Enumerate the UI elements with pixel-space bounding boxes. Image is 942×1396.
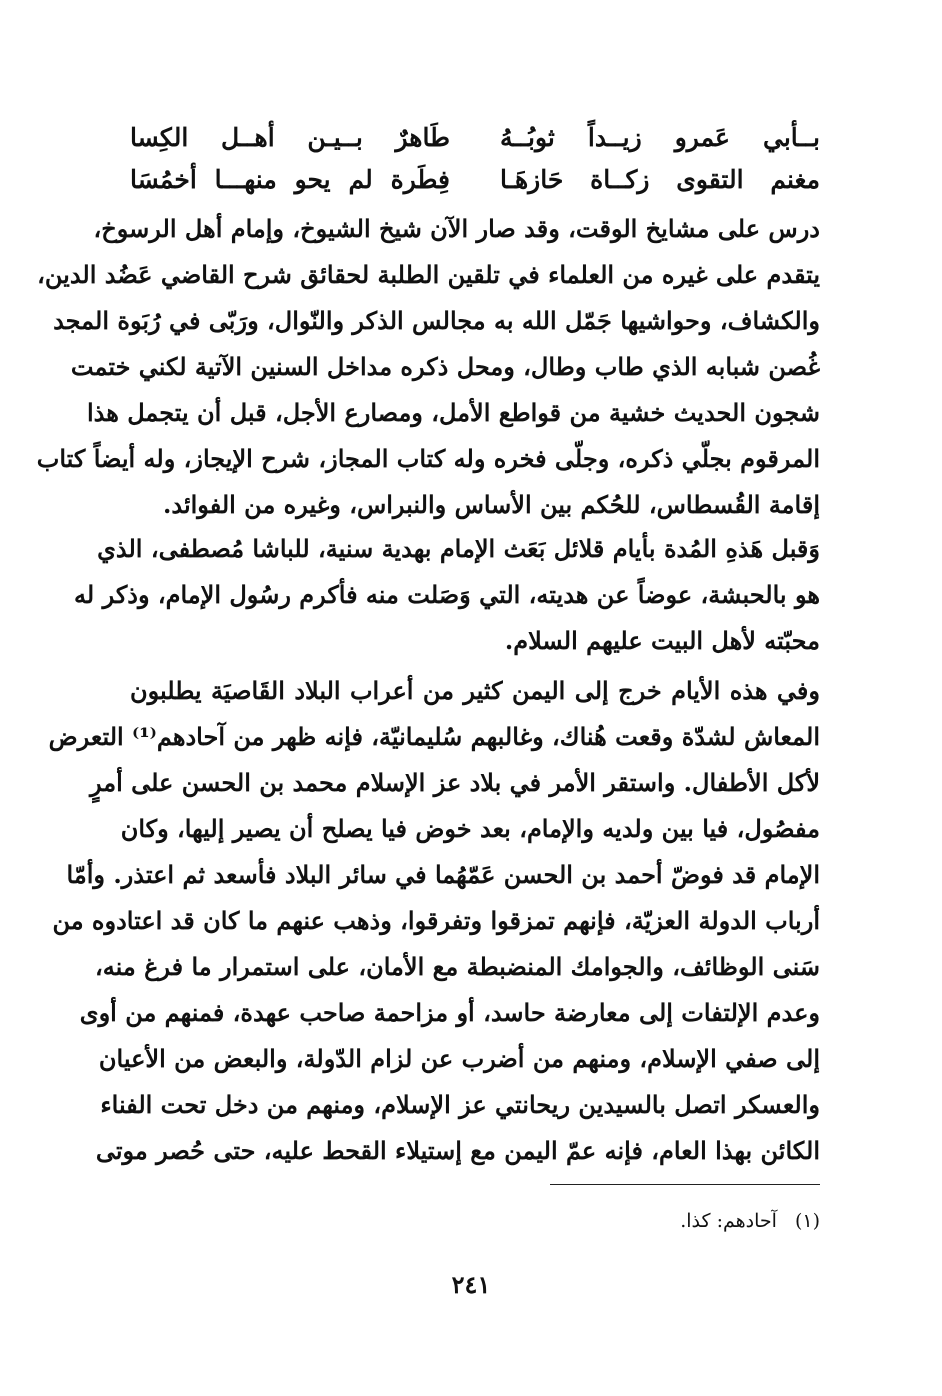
footnote-separator — [550, 1184, 820, 1185]
text-line: والعسكر اتصل بالسيدين ريحانتي عز الإسلام، ومنهم من دخل تحت الفناء — [100, 1090, 820, 1119]
text-line: يتقدم على غيره من العلماء في تلقين الطلبة لحقائق شرح القاضي عَضُد الدين، — [37, 260, 820, 289]
text-line: المرقوم بجلّي ذكره، وجلّى فخره وله كتاب المجاز، شرح الإيجاز، وله أيضاً كتاب — [36, 444, 820, 473]
text-line: والكشاف، وحواشيها جَمّل الله به مجالس الذكر والنّوال، ورَبّى في رُبَوة المجد — [53, 306, 820, 335]
body-paragraph — [48, 668, 820, 1174]
footnote — [500, 1206, 820, 1236]
footnote-text: آحادهم: كذا. — [680, 1210, 777, 1232]
body-paragraph — [36, 206, 820, 528]
text-line: وفي هذه الأيام خرج إلى اليمن كثير من أعراب البلاد القَاصيَة يطلبون — [130, 676, 820, 705]
poem-verse — [130, 160, 820, 200]
text-line: المعاش لشدّة وقعت هُناك، وغالبهم سُليمانيّة، فإنه ظهر من آحادهم⁽¹⁾ التعرض — [48, 722, 820, 751]
text-line: غُصن شبابه الذي طاب وطال، ومحل ذكره مداخل السنين الآتية لكني ختمت — [70, 352, 820, 381]
text-line: وَقبل هَذهِ المُدة بأيام قلائل بَعَث الإمام بهدية سنية، للباشا مُصطفى، الذي — [97, 534, 820, 563]
text-line: سَنى الوظائف، والجوامك المنضبطة مع الأمان، على استمرار ما فرغ منه، — [95, 952, 820, 981]
page-number: ٢٤١ — [451, 1270, 491, 1299]
text-line: أرباب الدولة العزيّة، فإنهم تمزقوا وتفرقوا، وذهب عنهم ما كان قد اعتادوه من — [52, 906, 820, 935]
verse-second-hemistich: فِطَرة لم يحو منهـــا أخمُسَا — [130, 165, 450, 194]
verse-first-hemistich: مغنم التقوى زكــاة حَازهَـا — [500, 165, 820, 194]
poem-verse — [130, 118, 820, 158]
text-line: هو بالحبشة، عوضاً عن هديته، التي وَصَلت منه فأكرم رسُول الإمام، وذكر له — [74, 580, 820, 609]
text-line: لأكل الأطفال. واستقر الأمر في بلاد عز الإسلام محمد بن الحسن على أمرٍ — [89, 768, 820, 797]
verse-first-hemistich: بــأبي عَمرو زيــداً ثوبُــهُ — [500, 123, 820, 152]
text-line: وعدم الإلتفات إلى معارضة حاسد، أو مزاحمة صاحب عهدة، فمنهم من أوى — [79, 998, 820, 1027]
text-line: إلى صفي الإسلام، ومنهم من أضرب عن لزام الدّولة، والبعض من الأعيان — [98, 1044, 820, 1073]
text-line: مفصُول، فيا بين ولديه والإمام، بعد خوض فيا يصلح أن يصير إليها، وكان — [120, 814, 820, 843]
verse-second-hemistich: طَاهرٌ بــيـن أهــل الكِسا — [130, 123, 450, 152]
text-line: درس على مشايخ الوقت، وقد صار الآن شيخ الشيوخ، وإمام أهل الرسوخ، — [93, 214, 820, 243]
text-line: محبّته لأهل البيت عليهم السلام. — [504, 626, 820, 655]
text-line: شجون الحديث خشية من قواطع الأمل، ومصارع الأجل، قبل أن يتجمل هذا — [86, 398, 820, 427]
footnote-number: (١) — [794, 1210, 820, 1232]
body-paragraph — [74, 526, 820, 664]
text-line: الإمام قد فوضّ أحمد بن الحسن عَمّهُما في سائر البلاد فأسعد ثم اعتذر. وأمّا — [66, 860, 820, 889]
text-line: الكائن بهذا العام، فإنه عمّ اليمن مع إستيلاء القحط عليه، حتى حُصر موتى — [95, 1136, 820, 1165]
text-line: إقامة القُسطاس، للحُكم بين الأساس والنبراس، وغيره من الفوائد. — [163, 490, 820, 519]
